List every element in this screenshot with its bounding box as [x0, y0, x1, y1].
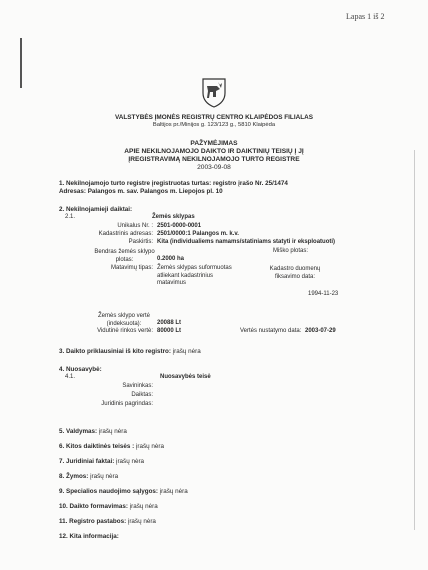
legal-basis-label: Juridinis pagrindas: — [101, 401, 153, 407]
valuation-date-label: Vertės nustatymo data: — [240, 328, 302, 334]
certificate-subtitle-2: ĮREGISTRAVIMĄ NEKILNOJAMOJO TURTO REGISTRE — [128, 156, 300, 163]
section-5: 5. Valdymas: įrašų nėra — [59, 428, 127, 435]
item-number: 2.1. — [65, 214, 76, 220]
certificate-date: 2003-09-08 — [197, 164, 231, 171]
item-title: Žemės sklypas — [152, 214, 195, 220]
section-2-label: 2. Nekilnojamieji daiktai: — [59, 206, 133, 213]
total-area-value: 0.2000 ha — [157, 256, 185, 262]
registry-address: Baltijos pr./Minijos g. 123/123 g., 5810 Klaipėda — [152, 122, 276, 128]
section-6: 6. Kitos daiktinės teisės : įrašų nėra — [59, 443, 165, 450]
section-3-label: 3. Daikto priklausiniai iš kito registro: — [59, 348, 171, 355]
purpose-label: Paskirtis: — [128, 239, 153, 245]
section-1-address: Adresas: Palangos m. sav. Palangos m. Liepojos pl. 10 — [59, 188, 223, 195]
measurement-type-value: Žemės sklypas suformuotas atliekant kadastrinius matavimus — [157, 265, 232, 287]
section-11: 11. Registro pastabos: įrašų nėra — [59, 518, 156, 525]
indexed-value-label: Žemės sklypo vertė (indeksuota): — [97, 313, 151, 327]
section-10: 10. Daikto formavimas: įrašų nėra — [59, 503, 158, 510]
coat-of-arms-icon — [201, 77, 227, 108]
forest-area-label: Miško plotas: — [273, 248, 309, 254]
measurement-type-label: Matavimų tipas: — [110, 265, 153, 271]
unique-number-value: 2501-0000-0001 — [157, 223, 202, 229]
total-area-label: Bendras žemės sklypo plotas: — [94, 249, 155, 263]
section-3 — [59, 348, 201, 355]
section-1-label: 1. Nekilnojamojo turto registre įregistruotas turtas: registro įrašo Nr. 25/1474 — [59, 180, 288, 187]
cadastral-data-date-value: 1994-11-23 — [308, 291, 339, 297]
unique-number-label: Unikalus Nr. : — [117, 223, 153, 229]
ownership-title: Nuosavybės teisė — [160, 374, 211, 380]
scan-edge-line — [414, 150, 415, 530]
cadastral-data-date-label: Kadastro duomenų fiksavimo data: — [269, 266, 321, 280]
registry-header: VALSTYBĖS ĮMONĖS REGISTRŲ CENTRO KLAIPĖDOS FILIALAS — [114, 114, 313, 121]
section-8: 8. Žymos: įrašų nėra — [59, 473, 119, 480]
market-value: 80000 Lt — [157, 328, 182, 334]
certificate-title: PAŽYMĖJIMAS — [190, 140, 238, 147]
indexed-value: 20088 Lt — [157, 320, 182, 326]
market-value-label: Vidutinė rinkos vertė: — [97, 328, 153, 334]
thing-label: Daiktas: — [131, 392, 153, 398]
section-4-label: 4. Nuosavybė: — [59, 366, 102, 373]
margin-mark — [20, 38, 22, 88]
purpose-value: Kita (individualiems namams/statiniams statyti ir eksploatuoti) — [157, 239, 336, 245]
cadastral-address-value: 2501/0000:1 Palangos m. k.v. — [157, 231, 239, 237]
ownership-item-number: 4.1. — [65, 374, 76, 380]
section-3-value: įrašų nėra — [172, 348, 201, 355]
owner-label: Savininkas: — [122, 383, 153, 389]
section-9: 9. Specialios naudojimo sąlygos: įrašų nėra — [59, 488, 188, 495]
valuation-date-value: 2003-07-29 — [305, 328, 336, 334]
section-7: 7. Juridiniai faktai: įrašų nėra — [59, 458, 145, 465]
section-12: 12. Kita informacija: — [59, 533, 119, 540]
cadastral-address-label: Kadastrinis adresas: — [98, 231, 153, 237]
page-number: Lapas 1 iš 2 — [346, 12, 385, 21]
certificate-subtitle-1: APIE NEKILNOJAMOJO DAIKTO IR DAIKTINIŲ TEISIŲ Į JĮ — [124, 148, 304, 155]
